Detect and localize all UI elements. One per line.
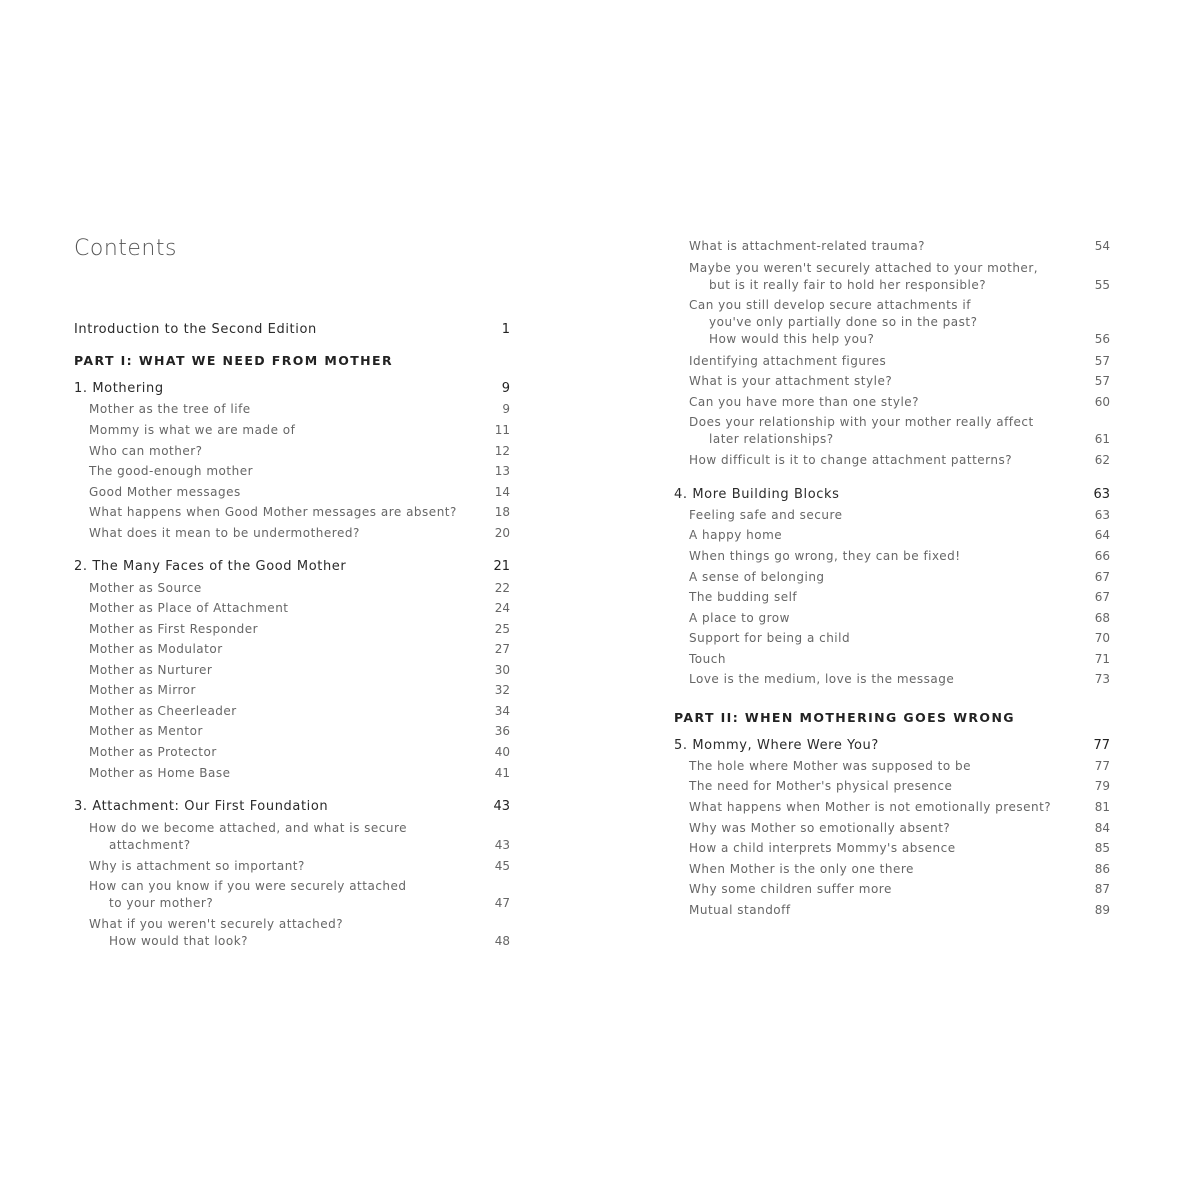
toc-entry [89,525,360,542]
toc-page-number: 22 [494,581,510,595]
toc-entry-text: What is your attachment style? [689,374,893,388]
toc-page-number: 89 [1094,903,1110,917]
toc-page-number: 47 [494,896,510,910]
toc-entry-text: How difficult is it to change attachment patterns? [689,453,1013,467]
toc-entry-text: Can you still develop secure attachments if [689,298,971,312]
toc-page-number: 9 [502,402,510,416]
toc-entry-text: A happy home [689,528,783,542]
toc-part-heading [674,709,1015,727]
toc-page-number: 24 [494,601,510,615]
toc-page-number: 77 [1094,759,1110,773]
toc-entry [89,765,231,782]
toc-entry-text: Mother as Nurturer [89,663,213,677]
toc-entry [89,723,203,740]
toc-entry [689,589,797,606]
toc-entry-text: The hole where Mother was supposed to be [689,759,972,773]
toc-entry-text: How a child interprets Mommy's absence [689,841,956,855]
toc-entry-text: Maybe you weren't securely attached to your mother, [689,261,1039,275]
toc-page-number: 34 [494,704,510,718]
toc-entry-text: How would that look? [109,934,249,948]
toc-chapter-title [74,380,164,398]
toc-entry [689,394,919,411]
toc-entry-text: Can you have more than one style? [689,395,920,409]
toc-entry [689,548,961,565]
toc-entry-text: 3. Attachment: Our First Foundation [74,799,329,814]
toc-entry-text: Mommy is what we are made of [89,423,296,437]
toc-entry [689,820,950,837]
toc-entry [89,878,407,912]
toc-part-heading [74,352,393,370]
toc-entry [689,881,892,898]
toc-entry [89,422,295,439]
toc-entry-text: Mother as First Responder [89,622,259,636]
toc-entry [689,861,914,878]
toc-entry-text: Love is the medium, love is the message [689,672,955,686]
toc-page-number: 30 [494,663,510,677]
toc-page-number: 9 [501,381,510,396]
toc-entry-text: What does it mean to be undermothered? [89,526,360,540]
toc-entry [89,703,237,720]
toc-page-number: 40 [494,745,510,759]
toc-entry-text: Touch [689,652,726,666]
toc-page-number: 60 [1094,395,1110,409]
toc-entry-text: The good-enough mother [89,464,254,478]
toc-entry-text: Who can mother? [89,444,203,458]
toc-page-number: 55 [1094,278,1110,292]
toc-entry-text: PART II: WHEN MOTHERING GOES WRONG [674,710,1015,725]
toc-entry [89,820,407,854]
toc-entry [89,916,343,950]
toc-entry-text: How would this help you? [709,332,875,346]
toc-entry [89,463,253,480]
toc-entry [689,569,825,586]
toc-entry [89,662,212,679]
toc-page-number: 68 [1094,611,1110,625]
toc-page-number: 41 [494,766,510,780]
toc-entry-text: Mother as Source [89,581,202,595]
toc-page-number: 71 [1094,652,1110,666]
toc-entry-text: Mother as Mirror [89,683,196,697]
toc-page-number: 45 [494,859,510,873]
toc-page-number: 14 [494,485,510,499]
toc-entry [689,758,971,775]
toc-page-number: 67 [1094,590,1110,604]
toc-entry [689,414,1034,448]
toc-entry [89,443,203,460]
toc-intro-entry [74,321,317,339]
toc-entry-text: The need for Mother's physical presence [689,779,953,793]
toc-entry-text: Introduction to the Second Edition [74,322,317,337]
toc-entry [689,630,850,647]
toc-entry-text: A place to grow [689,611,790,625]
toc-page-number: 43 [493,799,510,814]
toc-entry-text: The budding self [689,590,798,604]
toc-entry [689,527,782,544]
toc-page-number: 87 [1094,882,1110,896]
toc-entry-text: Good Mother messages [89,485,241,499]
toc-entry [89,682,196,699]
toc-entry-text: Feeling safe and secure [689,508,843,522]
toc-entry [689,651,726,668]
toc-page-number: 85 [1094,841,1110,855]
toc-entry [689,238,925,255]
toc-page-number: 11 [494,423,510,437]
toc-entry [689,799,1051,816]
toc-entry [689,507,843,524]
toc-entry [689,840,956,857]
toc-entry-text: Does your relationship with your mother really affect [689,415,1034,429]
toc-page-number: 18 [494,505,510,519]
toc-entry [89,641,223,658]
toc-entry-text: Why some children suffer more [689,882,892,896]
toc-page-number: 86 [1094,862,1110,876]
toc-entry [89,600,289,617]
toc-entry-text: Mutual standoff [689,903,791,917]
toc-entry-text: PART I: WHAT WE NEED FROM MOTHER [74,353,394,368]
toc-entry-text: A sense of belonging [689,570,825,584]
toc-entry-text: 5. Mommy, Where Were You? [674,738,879,753]
toc-entry-text: 1. Mothering [74,381,164,396]
toc-entry [89,401,251,418]
toc-entry [689,373,892,390]
toc-page-number: 64 [1094,528,1110,542]
toc-page-number: 79 [1094,779,1110,793]
toc-page-number: 63 [1094,508,1110,522]
toc-entry-text: attachment? [109,838,191,852]
toc-page-number: 66 [1094,549,1110,563]
toc-entry-text: Mother as Cheerleader [89,704,237,718]
toc-page-number: 84 [1094,821,1110,835]
toc-entry [689,452,1012,469]
toc-entry-text: but is it really fair to hold her responsible? [709,278,987,292]
toc-page-number: 77 [1093,738,1110,753]
toc-entry-text: you've only partially done so in the past? [709,315,978,329]
toc-entry-text: Why is attachment so important? [89,859,305,873]
toc-entry-text: 4. More Building Blocks [674,487,840,502]
toc-page-number: 21 [493,559,510,574]
toc-entry-text: What is attachment-related trauma? [689,239,926,253]
toc-entry-text: When things go wrong, they can be fixed! [689,549,961,563]
toc-entry-text: What if you weren't securely attached? [89,917,344,931]
toc-page-number: 67 [1094,570,1110,584]
toc-entry [89,621,258,638]
toc-entry [689,610,790,627]
toc-entry-text: Why was Mother so emotionally absent? [689,821,951,835]
toc-entry-text: Mother as Place of Attachment [89,601,289,615]
toc-entry-text: When Mother is the only one there [689,862,914,876]
toc-page-number: 63 [1093,487,1110,502]
toc-page-number: 54 [1094,239,1110,253]
toc-entry [89,504,457,521]
toc-entry-text: Mother as Mentor [89,724,203,738]
toc-page-number: 27 [494,642,510,656]
toc-entry [689,353,886,370]
toc-chapter-title [74,798,328,816]
toc-page-number: 32 [494,683,510,697]
toc-entry-text: Support for being a child [689,631,851,645]
toc-entry-text: How do we become attached, and what is secure [89,821,408,835]
toc-chapter-title [674,486,840,504]
toc-entry-text: Mother as the tree of life [89,402,251,416]
toc-entry-text: Mother as Protector [89,745,217,759]
toc-page-number: 57 [1094,374,1110,388]
toc-page-number: 73 [1094,672,1110,686]
toc-page-number: 13 [494,464,510,478]
toc-page-number: 12 [494,444,510,458]
toc-page-number: 62 [1094,453,1110,467]
toc-entry [89,858,305,875]
toc-entry-text: Mother as Home Base [89,766,231,780]
toc-page-number: 61 [1094,432,1110,446]
toc-page-number: 56 [1094,332,1110,346]
toc-chapter-title [74,558,346,576]
toc-entry [89,744,217,761]
toc-page-number: 48 [494,934,510,948]
toc-page-number: 25 [494,622,510,636]
page-title: Contents [74,236,177,261]
toc-entry [689,671,954,688]
toc-entry-text: How can you know if you were securely attached [89,879,407,893]
toc-entry-text: 2. The Many Faces of the Good Mother [74,559,347,574]
toc-page-number: 43 [494,838,510,852]
toc-entry [89,484,241,501]
toc-page-number: 36 [494,724,510,738]
toc-entry-text: What happens when Mother is not emotionally present? [689,800,1052,814]
toc-entry-text: Identifying attachment figures [689,354,887,368]
toc-entry [689,902,791,919]
toc-chapter-title [674,737,879,755]
toc-entry [689,297,977,348]
toc-entry-text: Mother as Modulator [89,642,223,656]
toc-entry-text: later relationships? [709,432,834,446]
toc-entry [689,260,1038,294]
toc-page-number: 70 [1094,631,1110,645]
toc-right-column [600,0,1200,1200]
toc-page-number: 1 [501,322,510,337]
toc-page-number: 57 [1094,354,1110,368]
toc-entry-text: What happens when Good Mother messages are absent? [89,505,457,519]
toc-entry [89,580,202,597]
toc-page-number: 81 [1094,800,1110,814]
toc-page-number: 20 [494,526,510,540]
toc-entry-text: to your mother? [109,896,214,910]
toc-entry [689,778,952,795]
